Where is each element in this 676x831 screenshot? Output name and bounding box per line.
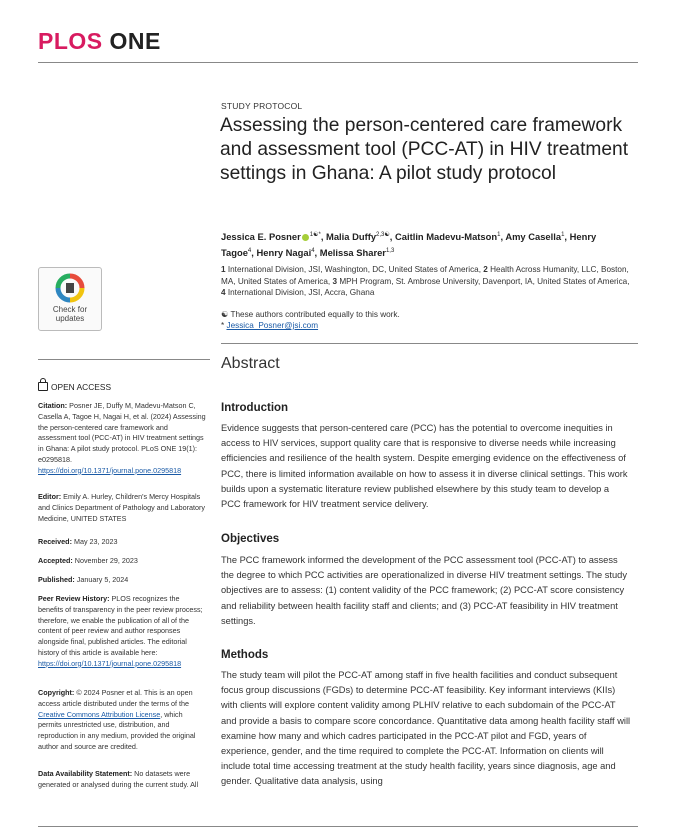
editor-block [38,492,206,524]
affiliation-text: Health Across Humanity, LLC, Boston, MA, United States of America, [221,265,629,286]
affiliation-text: International Division, JSI, Washington, DC, United States of America, [227,265,482,274]
license-link[interactable]: Creative Commons Attribution License [38,709,161,719]
author-name[interactable]: Amy Casella [505,231,562,243]
corresponding-star: * [221,321,225,330]
author-separator: , [320,231,327,243]
abstract-heading: Abstract [221,355,280,372]
author-separator: , [564,231,570,243]
author-list [221,228,631,260]
affiliation-number: 1 [221,265,226,274]
accepted-label: Accepted: [38,556,73,565]
author-name[interactable]: Jessica E. Posner [221,231,301,243]
footer-divider [38,826,638,827]
author-separator: , [251,247,257,259]
data-availability-label: Data Availability Statement: [38,769,133,778]
data-availability-block [38,769,206,791]
editor-label: Editor: [38,492,62,501]
editor-text: Emily A. Hurley, Children's Mercy Hospitals and Clinics Department of Pathology and Laboratory Medicine, UNITED STATES [38,492,206,523]
journal-logo-part1: PLOS [38,28,103,54]
author-separator: , [389,231,395,243]
author-separator: , [314,247,320,259]
author-affiliation-marker: 4 [311,248,315,255]
author-affiliation-marker: 2,3☯ [376,232,390,238]
copyright-text-2: , which permits unrestricted use, distribution, and reproduction in any medium, provided the original author and source are credited. [38,709,196,751]
sidebar-divider [38,359,210,360]
received-date: May 23, 2023 [73,537,118,546]
equal-contribution-note: ☯ These authors contributed equally to this work. [221,310,400,319]
article-title: Assessing the person-centered care framework and assessment tool (PCC-AT) in HIV treatment settings in Ghana: A pilot study protocol [220,115,629,184]
journal-logo-part2: ONE [109,28,161,54]
citation-block [38,401,206,477]
author-affiliation-marker: 1,3 [385,248,395,255]
methods-text: The study team will pilot the PCC-AT among staff in five health facilities and conduct subsequent focus group discussions (FGDs) to determine PCC-AT feasibility. Key informant interviews (KIIs) with clients will explore content validity among PLHIV relative to each subdomain of the PCC-AT and provide a basis to compare score concordance. Quantitative data among health facility staff will examine how many and which cadres participated in the PCC-AT pilot and FGD, years of experience, gender, and the time required to complete the PCC-AT. Information on clients will include total time accessing treatment at the study health facility, years since diagnosis, age and gender. Qualitative data analysis, using [221,670,631,787]
author-affiliation-marker: 1☯ [309,232,319,238]
published-line [38,575,206,586]
methods-heading: Methods [221,649,269,661]
peer-review-block [38,594,206,670]
copyright-block [38,688,206,753]
author-name[interactable]: Malia Duffy [326,231,377,243]
affiliation-text: International Division, JSI, Accra, Ghana [227,288,375,297]
check-for-updates-label-2: updates [55,314,85,323]
data-availability-text: No datasets were generated or analysed during the current study. All [38,769,199,789]
header-divider [38,62,638,63]
author-affiliation-marker: 1 [561,232,565,238]
author-name[interactable]: Henry Tagoe [221,231,597,259]
open-lock-icon [38,382,48,391]
received-line [38,537,206,548]
peer-review-text: PLOS recognizes the benefits of transparency in the peer review process; therefore, we enable the publication of all of the content of peer review and author responses alongside final, published articles. The editorial history of this article is available here: [38,594,203,657]
author-notes [221,309,631,331]
objectives-heading: Objectives [221,533,280,545]
open-access-badge [38,382,111,392]
author-affiliation-marker: 1 [497,232,501,238]
author-name[interactable]: Caitlin Madevu-Matson [395,231,498,243]
accepted-line [38,556,206,567]
objectives-text: The PCC framework informed the development of the PCC assessment tool (PCC-AT) to assess the degree to which PCC activities are operationalized in diverse HIV treatment settings. The study objectives are to assess: (1) content validity of the PCC framework; (2) PCC-AT score consistency and reliability between health facility staff and clients; and (3) PCC-AT feasibility in HIV treatment settings. [221,555,627,626]
author-separator: , [500,231,506,243]
journal-logo[interactable] [38,28,161,55]
article-type: STUDY PROTOCOL [221,101,303,111]
author-affiliation-marker: 4 [247,248,252,255]
affiliation-number: 3 [332,276,338,286]
check-for-updates-label-1: Check for [52,305,88,314]
affiliation-number: 4 [221,288,226,297]
orcid-icon[interactable] [302,234,309,241]
author-name[interactable]: Henry Nagai [256,247,312,259]
affiliation-text: MPH Program, St. Ambrose University, Davenport, IA, United States of America, [339,276,630,286]
corresponding-email-link[interactable]: Jessica_Posner@jsi.com [226,321,319,330]
published-label: Published: [38,575,75,584]
published-date: January 5, 2024 [76,575,129,584]
open-access-label: OPEN ACCESS [51,382,112,392]
citation-label: Citation: [38,401,68,410]
accepted-date: November 29, 2023 [74,556,138,565]
copyright-label: Copyright: [38,688,75,697]
corresponding-email-line [221,320,631,331]
affiliation-number: 2 [483,265,488,274]
citation-text: Posner JE, Duffy M, Madevu-Matson C, Casella A, Tagoe H, Nagai H, et al. (2024) Assessing the person-centered care framework and assessment tool (PCC-AT) in HIV treatment settings in Ghana: A pilot study protocol. PLoS ONE 19(1): e0295818. [38,401,206,464]
affiliation-list [221,264,631,299]
citation-doi-link[interactable]: https://doi.org/10.1371/journal.pone.0295818 [38,465,182,475]
abstract-divider [221,343,638,344]
author-name[interactable]: Melissa Sharer [319,247,386,259]
introduction-text: Evidence suggests that person-centered care (PCC) has the potential to overcome inequities in access to HIV services, support quality care that is responsive to diverse needs while increasing efficiencies and resilience of the health system. Despite emerging evidence on the effectiveness of PCC, there is limited information available on how to assess it in diverse clinical settings. This work builds upon a systematic literature review published elsewhere by this study team to develop a PCC framework for HIV treatment service delivery. [221,423,628,510]
peer-review-link[interactable]: https://doi.org/10.1371/journal.pone.0295818 [38,658,182,668]
copyright-text-1: © 2024 Posner et al. This is an open access article distributed under the terms of the [38,688,193,708]
received-label: Received: [38,537,72,546]
check-for-updates-icon [54,273,86,303]
corresponding-marker: * [318,232,321,238]
check-for-updates-badge[interactable] [38,267,102,331]
peer-review-label: Peer Review History: [38,594,110,603]
introduction-heading: Introduction [221,402,289,414]
